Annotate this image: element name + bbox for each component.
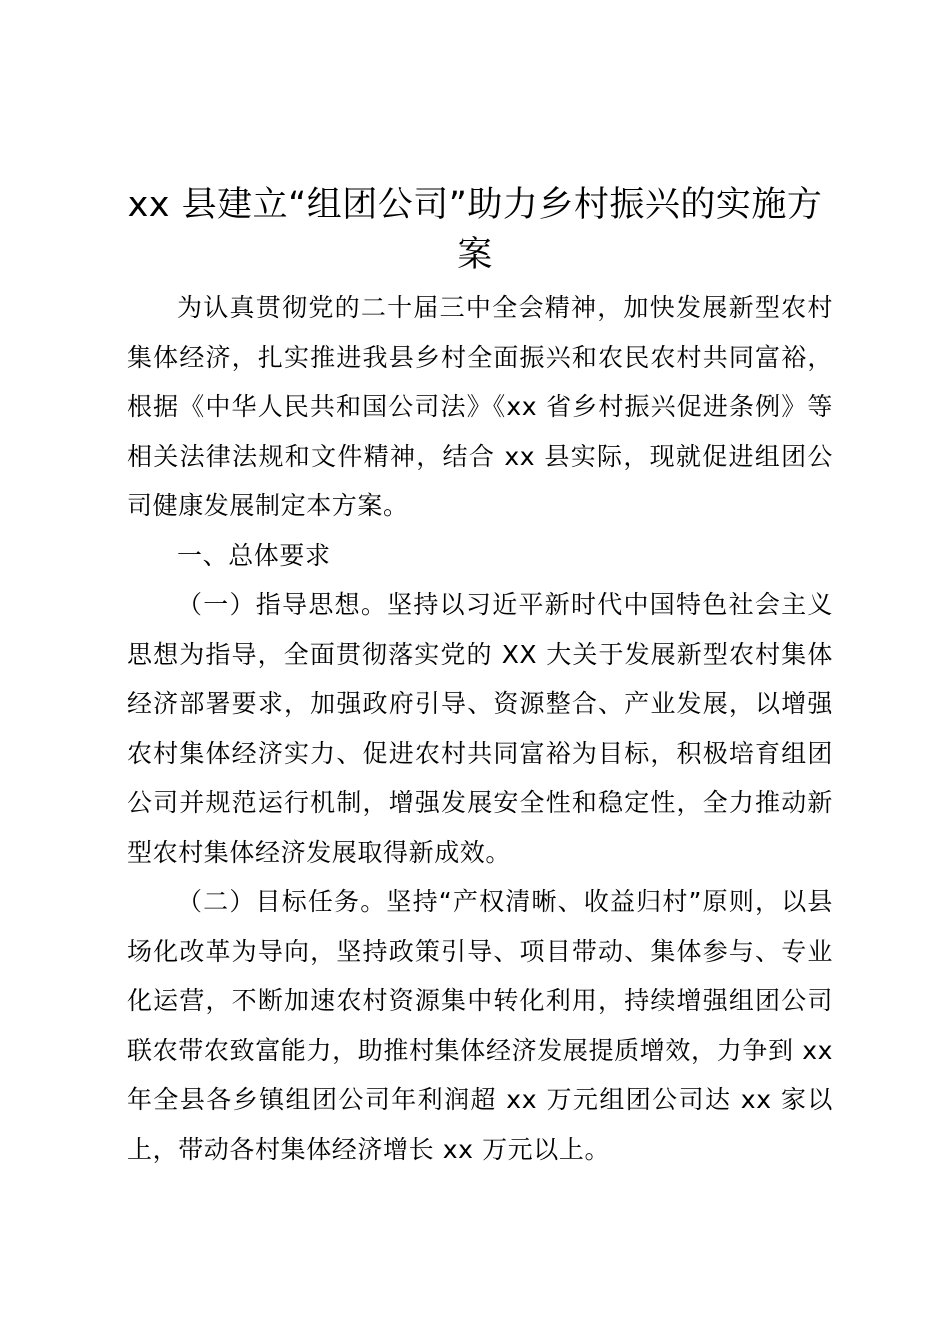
document-title: xx 县建立“组团公司”助力乡村振兴的实施方案 — [127, 185, 823, 275]
paragraph-intro: 为认真贯彻党的二十届三中全会精神，加快发展新型农村集体经济，扎实推进我县乡村全面振兴和农民农村共同富裕，根据《中华人民共和国公司法》《xx 省乡村振兴促进条例》等相关法律法规和文件精神，结合 xx 县实际，现就促进组团公司健康发展制定本方案。 — [127, 293, 833, 520]
document-body — [127, 283, 833, 1174]
paragraph-guiding-ideology: （一）指导思想。坚持以习近平新时代中国特色社会主义思想为指导，全面贯彻落实党的 XX 大关于发展新型农村集体经济部署要求，加强政府引导、资源整合、产业发展，以增强农村集体经济实力、促进农村共同富裕为目标，积极培育组团公司并规范运行机制，增强发展安全性和稳定性，全力推动新型农村集体经济发展取得新成效。 — [127, 590, 833, 867]
paragraph-goals-tasks: （二）目标任务。坚持“产权清晰、收益归村”原则，以县场化改革为导向，坚持政策引导、项目带动、集体参与、专业化运营，不断加速农村资源集中转化利用，持续增强组团公司联农带农致富能力，助推村集体经济发展提质增效，力争到 xx 年全县各乡镇组团公司年利润超 xx 万元组团公司达 xx 家以上，带动各村集体经济增长 xx 万元以上。 — [127, 887, 833, 1164]
section-heading-general-requirements: 一、总体要求 — [177, 540, 331, 570]
